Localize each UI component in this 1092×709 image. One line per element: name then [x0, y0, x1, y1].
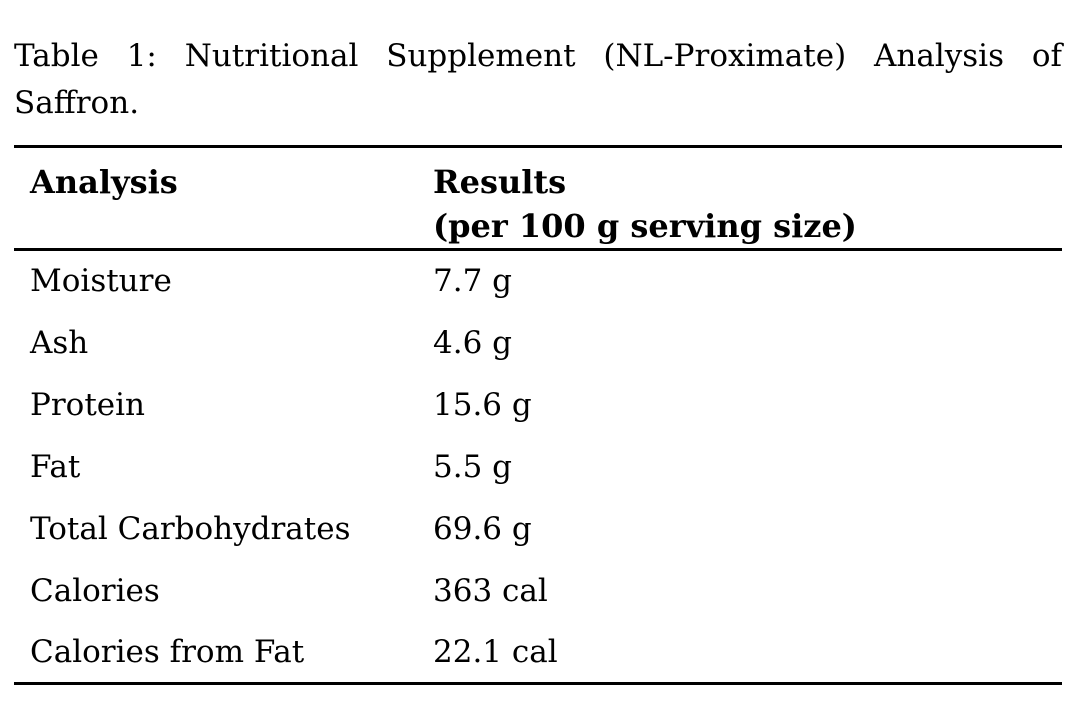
- analysis-cell: Fat: [30, 448, 81, 485]
- column-header-results-subtitle: (per 100 g serving size): [433, 207, 857, 245]
- column-header-analysis: [14, 147, 433, 250]
- table-row: [14, 374, 1062, 436]
- table-row: [14, 622, 1062, 684]
- result-cell: 69.6 g: [433, 510, 532, 547]
- analysis-cell: Protein: [30, 386, 146, 423]
- nutrition-table: [14, 145, 1062, 685]
- table-header: [14, 147, 1062, 250]
- table-row: [14, 560, 1062, 622]
- result-cell: 363 cal: [433, 572, 548, 609]
- analysis-cell: Total Carbohydrates: [30, 510, 351, 547]
- table-caption: [0, 0, 1092, 127]
- result-cell: 15.6 g: [433, 386, 532, 423]
- analysis-cell: Moisture: [30, 263, 172, 300]
- caption-line-2: Saffron.: [14, 85, 140, 121]
- analysis-cell: Calories from Fat: [30, 633, 305, 670]
- column-header-results-label: Results: [433, 163, 567, 201]
- table-row: [14, 250, 1062, 312]
- analysis-cell: Ash: [30, 324, 89, 361]
- caption-line-1: Table 1: Nutritional Supplement (NL-Proximate) Analysis of: [14, 38, 1062, 74]
- column-header-results: [433, 147, 1062, 250]
- result-cell: 5.5 g: [433, 448, 512, 485]
- result-cell: 4.6 g: [433, 324, 512, 361]
- result-cell: 7.7 g: [433, 263, 512, 300]
- header-row: [14, 147, 1062, 250]
- column-header-analysis-label: Analysis: [30, 163, 178, 201]
- table-body: [14, 250, 1062, 684]
- table-row: [14, 312, 1062, 374]
- analysis-cell: Calories: [30, 572, 160, 609]
- table-row: [14, 498, 1062, 560]
- table-row: [14, 436, 1062, 498]
- result-cell: 22.1 cal: [433, 633, 558, 670]
